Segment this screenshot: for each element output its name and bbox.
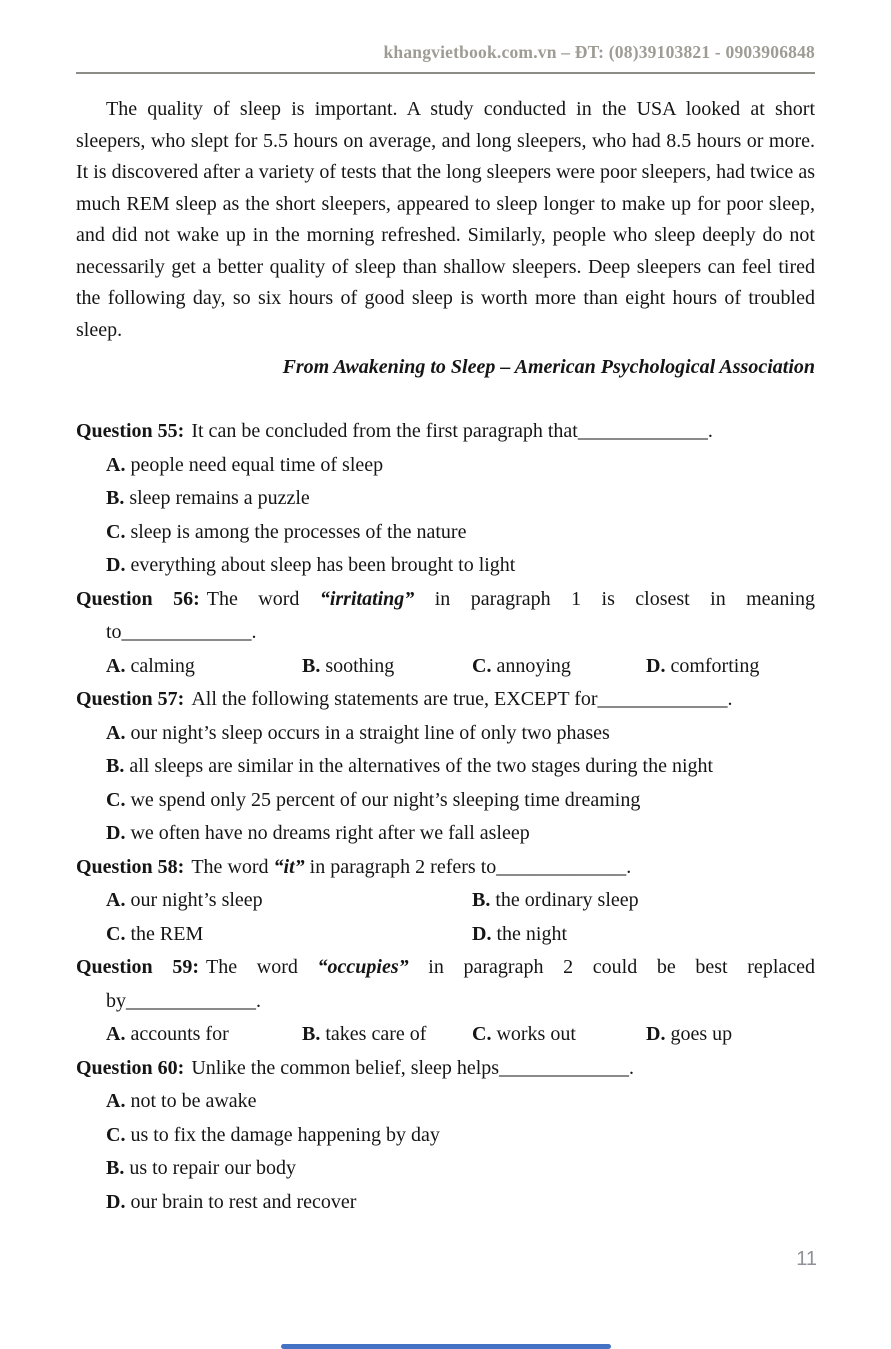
option-b xyxy=(76,482,815,516)
option-text: annoying xyxy=(496,654,571,677)
option-a xyxy=(76,1085,815,1119)
question-text: Unlike the common belief, sleep helps_____________. xyxy=(191,1056,635,1079)
question-text: It can be concluded from the first paragraph that_____________. xyxy=(191,420,713,442)
question-text: in paragraph 1 is closest in meaning xyxy=(414,587,815,610)
question-text: in paragraph 2 refers to_____________. xyxy=(304,855,632,878)
question-text: The word xyxy=(206,956,318,978)
option-c xyxy=(106,918,472,952)
option-letter: B. xyxy=(302,654,321,677)
bottom-indicator-bar xyxy=(281,1344,611,1349)
option-text: our night’s sleep occurs in a straight line of only two phases xyxy=(130,721,610,744)
question-text: The word xyxy=(206,587,320,610)
question-57 xyxy=(76,683,815,851)
option-letter: B. xyxy=(106,487,125,509)
question-58 xyxy=(76,851,815,952)
question-60 xyxy=(76,1052,815,1220)
question-label: Question 56: xyxy=(76,587,200,610)
option-letter: D. xyxy=(106,1190,126,1213)
question-59-options xyxy=(76,1018,815,1052)
question-60-stem xyxy=(76,1052,815,1086)
option-letter: B. xyxy=(472,889,491,911)
option-c xyxy=(76,1119,815,1153)
option-d xyxy=(646,1018,815,1052)
option-letter: A. xyxy=(106,1090,126,1112)
option-letter: C. xyxy=(106,520,126,543)
option-a xyxy=(76,449,815,483)
option-text: we spend only 25 percent of our night’s sleeping time dreaming xyxy=(130,788,641,811)
option-c xyxy=(76,784,815,818)
option-text: all sleeps are similar in the alternatives of the two stages during the night xyxy=(129,755,714,777)
option-text: everything about sleep has been brought to light xyxy=(130,554,516,576)
option-c xyxy=(472,650,646,684)
option-text: us to fix the damage happening by day xyxy=(130,1123,440,1146)
option-letter: C. xyxy=(106,788,126,811)
question-text: All the following statements are true, EXCEPT for_____________. xyxy=(191,688,733,710)
option-text: takes care of xyxy=(325,1023,427,1045)
question-55-stem xyxy=(76,415,815,449)
option-letter: A. xyxy=(106,721,126,744)
option-text: the REM xyxy=(130,922,204,945)
option-letter: A. xyxy=(106,654,126,677)
option-letter: B. xyxy=(302,1023,321,1045)
question-label: Question 59: xyxy=(76,956,199,978)
option-text: sleep is among the processes of the nature xyxy=(130,520,467,543)
option-d xyxy=(472,918,815,952)
question-list xyxy=(76,415,815,1219)
option-text: the night xyxy=(496,922,567,945)
question-55 xyxy=(76,415,815,583)
option-text: us to repair our body xyxy=(129,1157,296,1179)
option-letter: C. xyxy=(106,922,126,945)
question-59-stem xyxy=(76,951,815,985)
option-letter: C. xyxy=(106,1123,126,1146)
option-d xyxy=(76,1186,815,1220)
option-letter: B. xyxy=(106,755,125,777)
question-59-continuation: by_____________. xyxy=(106,989,261,1012)
option-b xyxy=(76,750,815,784)
question-label: Question 60: xyxy=(76,1056,185,1079)
option-text: accounts for xyxy=(130,1023,229,1045)
option-text: the ordinary sleep xyxy=(495,889,639,911)
reading-passage xyxy=(76,94,815,346)
option-text: we often have no dreams right after we fall asleep xyxy=(130,822,530,844)
question-text: in paragraph 2 could be best replaced xyxy=(408,956,816,978)
passage-attribution: From Awakening to Sleep – American Psychological Association xyxy=(282,356,815,378)
question-56-stem xyxy=(76,583,815,617)
option-text: works out xyxy=(496,1023,576,1045)
question-57-stem xyxy=(76,683,815,717)
option-b xyxy=(472,884,815,918)
option-letter: A. xyxy=(106,889,126,911)
question-56 xyxy=(76,583,815,684)
question-text: The word xyxy=(191,855,274,878)
question-58-stem xyxy=(76,851,815,885)
option-letter: A. xyxy=(106,453,126,476)
question-keyword: “it” xyxy=(273,855,305,878)
option-text: soothing xyxy=(325,654,395,677)
option-letter: D. xyxy=(646,1023,666,1045)
option-a xyxy=(106,1018,302,1052)
option-c xyxy=(472,1018,646,1052)
option-text: comforting xyxy=(670,654,760,677)
question-56-options xyxy=(76,650,815,684)
option-a xyxy=(106,884,472,918)
option-b xyxy=(302,650,472,684)
question-label: Question 57: xyxy=(76,688,185,710)
question-keyword: “irritating” xyxy=(319,587,415,610)
question-56-continuation: to_____________. xyxy=(106,621,257,643)
option-text: sleep remains a puzzle xyxy=(129,487,310,509)
option-b xyxy=(76,1152,815,1186)
option-letter: D. xyxy=(646,654,666,677)
question-58-options-row-1 xyxy=(76,884,815,918)
option-c xyxy=(76,516,815,550)
option-letter: D. xyxy=(472,922,492,945)
option-letter: C. xyxy=(472,1023,492,1045)
option-b xyxy=(302,1018,472,1052)
option-text: our night’s sleep xyxy=(130,889,263,911)
option-letter: A. xyxy=(106,1023,126,1045)
option-text: not to be awake xyxy=(130,1090,257,1112)
option-text: our brain to rest and recover xyxy=(130,1190,357,1213)
page-number: 11 xyxy=(796,1248,817,1270)
header-contact: khangvietbook.com.vn – ĐT: (08)39103821 - 0903906848 xyxy=(76,42,815,74)
question-59 xyxy=(76,951,815,1052)
option-d xyxy=(646,650,815,684)
option-text: goes up xyxy=(670,1023,733,1045)
passage-paragraph: The quality of sleep is important. A study conducted in the USA looked at short sleepers, who slept for 5.5 hours on average, and long sleepers, who had 8.5 hours or more. It is discovered after a variety of tests that the long sleepers were poor sleepers, had twice as much REM sleep as the short sleepers, appeared to sleep longer to make up for poor sleep, and did not wake up in the morning refreshed. Similarly, people who sleep deeply do not necessarily get a better quality of sleep than shallow sleepers. Deep sleepers can feel tired the following day, so six hours of good sleep is worth more than eight hours of troubled sleep. xyxy=(76,98,815,341)
question-label: Question 55: xyxy=(76,420,185,442)
question-keyword: “occupies” xyxy=(317,956,409,978)
option-letter: D. xyxy=(106,822,126,844)
option-d xyxy=(76,549,815,583)
option-letter: C. xyxy=(472,654,492,677)
option-text: calming xyxy=(130,654,195,677)
question-58-options-row-2 xyxy=(76,918,815,952)
option-letter: D. xyxy=(106,554,126,576)
option-text: people need equal time of sleep xyxy=(130,453,384,476)
option-d xyxy=(76,817,815,851)
option-letter: B. xyxy=(106,1157,125,1179)
question-label: Question 58: xyxy=(76,855,185,878)
option-a xyxy=(76,717,815,751)
option-a xyxy=(106,650,302,684)
